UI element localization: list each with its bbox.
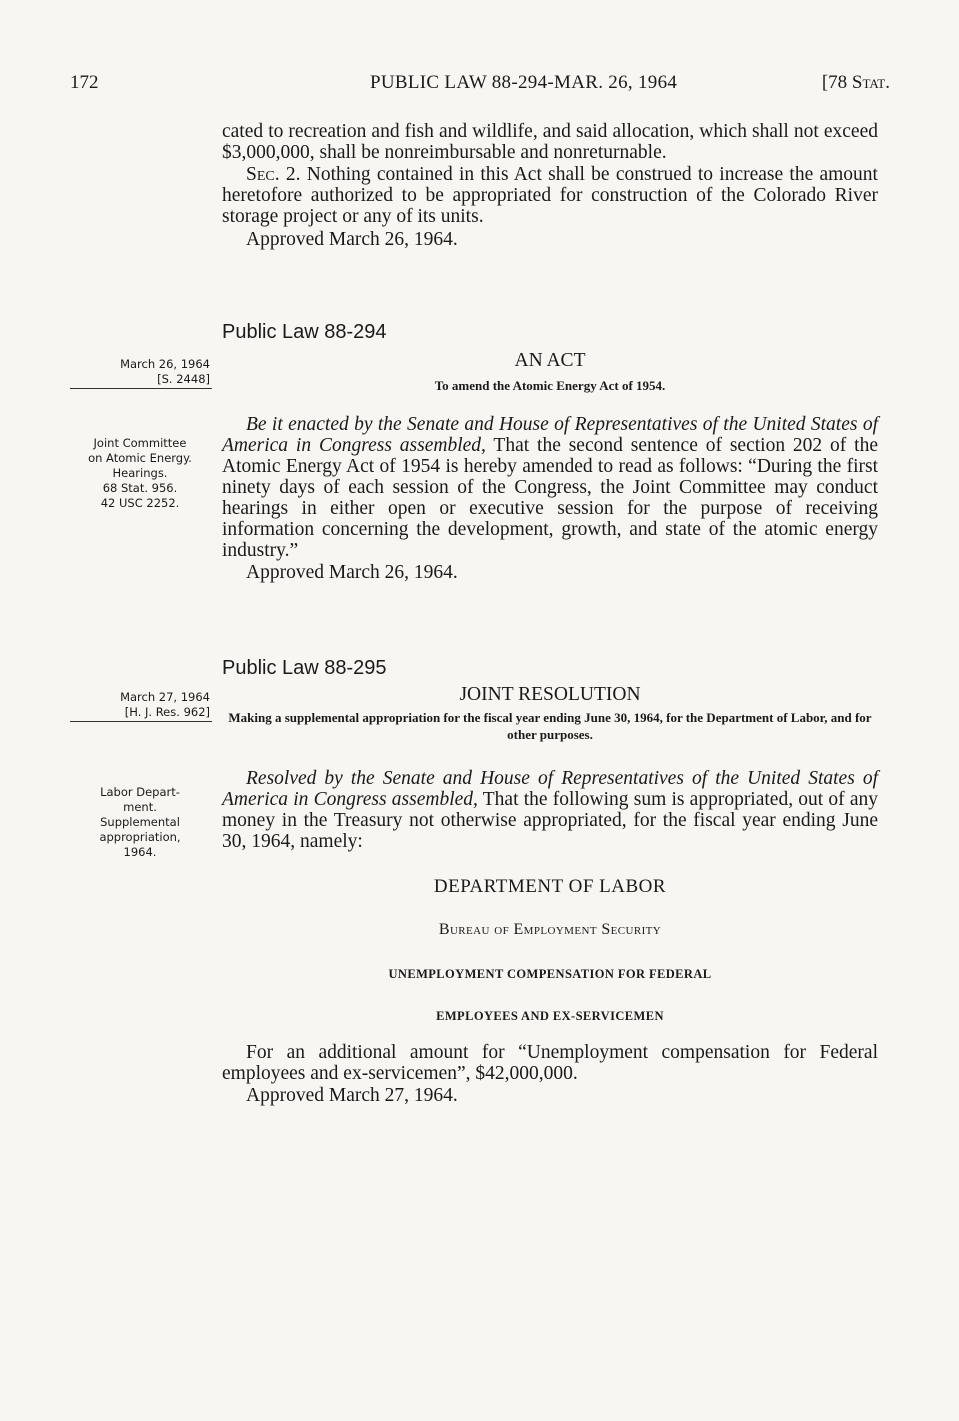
continuation-block [222,121,878,250]
page-number: 172 [70,72,99,93]
act-kind-1: AN ACT [514,350,586,371]
resolving-paragraph [222,768,878,852]
enacting-clause: Be it enacted by the Senate and House of Representatives of the United States of America in Congress assembled, [222,414,878,456]
act-body-2 [222,768,878,852]
margin-note-line: Supplemental [100,815,180,829]
margin-note-line: 68 Stat. 956. [102,481,178,495]
margin-rule [70,388,212,389]
section-label: Sec. 2. [246,164,301,185]
margin-note-line: 1964. [123,845,157,859]
approved-line: Approved March 26, 1964. [246,562,458,583]
margin-note-2 [70,785,210,860]
margin-bill: [S. 2448] [157,372,210,386]
margin-note-line: appropriation, [99,830,181,844]
continuation-text: cated to recreation and fish and wildlife, and said allocation, which shall not exceed $3,000,000, shall be nonreimbursable and nonreturnable. [222,121,878,163]
department-heading: DEPARTMENT OF LABOR [433,876,667,897]
approved-line: Approved March 26, 1964. [246,229,458,250]
approved-line: Approved March 27, 1964. [246,1085,458,1106]
bureau-heading: Bureau of Employment Security [438,921,662,938]
margin-note-line: Joint Committee [93,436,187,450]
item-title-line-1: UNEMPLOYMENT COMPENSATION FOR FEDERAL [388,967,712,981]
section-2-text: Nothing contained in this Act shall be construed to increase the amount heretofore authorized to be appropriated for construction of the Colorado River storage project or any of its units. [222,164,878,227]
margin-bill: [H. J. Res. 962] [124,705,210,719]
appropriation-item [222,1042,878,1106]
margin-note-line: Labor Depart- [100,785,180,799]
statute-reference: [78 Stat. [821,72,890,93]
act-subtitle-2: Making a supplemental appropriation for the fiscal year ending June 30, 1964, for the Department of Labor, and for other purposes. [228,710,872,742]
act-subtitle-1: To amend the Atomic Energy Act of 1954. [434,378,666,393]
running-header [70,72,890,96]
running-title: PUBLIC LAW 88-294-MAR. 26, 1964 [370,72,678,93]
margin-note-line: Hearings. [112,466,168,480]
item-text: For an additional amount for “Unemployment compensation for Federal employees and ex-servicemen”, $42,000,000. [222,1042,878,1084]
margin-note-line: on Atomic Energy. [88,451,192,465]
act-kind-2: JOINT RESOLUTION [459,684,641,705]
margin-date-1 [70,357,210,387]
margin-date: March 27, 1964 [120,690,210,704]
act-body-1 [222,414,878,583]
section-2 [222,164,878,227]
resolution-text: That the following sum is appropriated, out of any money in the Treasury not otherwise appropriated, for the fiscal year ending June 30, 1964, namely: [222,789,878,852]
resolving-clause: Resolved by the Senate and House of Representatives of the United States of America in Congress assembled, [222,768,878,810]
margin-rule [70,721,212,722]
act-text: That the second sentence of section 202 of the Atomic Energy Act of 1954 is hereby amended to read as follows: “During the first ninety days of each session of the Congress, the Joint Committee may conduct hearings in either open or executive session for the purpose of receiving information concerning the development, growth, and state of the atomic energy industry.” [222,435,878,561]
margin-note-line: 42 USC 2252. [100,496,180,510]
margin-date: March 26, 1964 [120,357,210,371]
margin-note-line: ment. [123,800,157,814]
item-title-line-2: EMPLOYEES AND EX-SERVICEMEN [436,1009,664,1023]
margin-date-2 [70,690,210,720]
law-heading-88-295: Public Law 88-295 [222,657,387,679]
margin-note-1 [70,436,210,511]
enacting-paragraph [222,414,878,561]
law-heading-88-294: Public Law 88-294 [222,321,387,343]
